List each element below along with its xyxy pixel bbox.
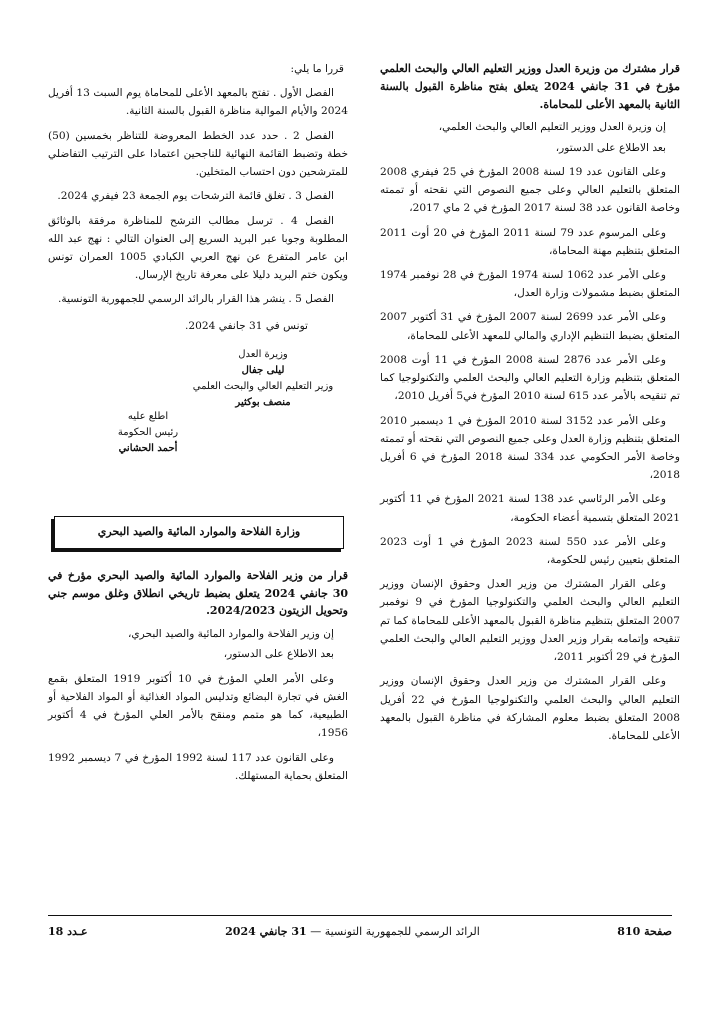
pm-title: رئيس الحكومة [117,426,179,438]
second-decree-title: قرار من وزير الفلاحة والموارد المائية والصيد البحري مؤرخ في 30 جانفي 2024 يتعلق بضبط تاريخي انطلاق وغلق موسم جني وتحويل الزيتون 2024/2023. [48,568,349,618]
left-column [48,60,348,791]
decree-title: قرار مشترك من وزيرة العدل ووزير التعليم العالي والبحث العلمي مؤرخ في 31 جانفي 2024 يتعلق بفتح مناظرة القبول بالسنة الثانية بالمعهد الأعلى للمحاماة. [380,62,681,111]
journal-info: الرائد الرسمي للجمهورية التونسية — 31 جانفي 2024 [225,925,480,938]
article-4: الفصل 4 . ترسل مطالب الترشح للمناظرة مرفقة بالوثائق المطلوبة وجوبا عبر البريد السريع إلى العنوان التالي : نهج عبد الله ابن عامر المتفرع عن نهج العربي الكبادي 1005 العمران تونس ويكون ختم البريد دليلا على معرفة تاريخ الإرسال. [48,214,349,282]
paragraph: وعلى القانون عدد 19 لسنة 2008 المؤرخ في 25 فيفري 2008 المتعلق بالتعليم العالي وعلى جميع النصوص التي نقحته أو تممته وخاصة القانون عدد 38 لسنة 2017 المؤرخ في 2 ماي 2017، [380,165,680,215]
higher-ed-minister-title: وزير التعليم العالي والبحث العلمي [192,380,334,392]
justice-minister-name: ليلى جفال [241,364,285,376]
article-5: الفصل 5 . ينشر هذا القرار بالرائد الرسمي للجمهورية التونسية. [58,293,334,306]
paragraph: وعلى الأمر العلي المؤرخ في 10 أكتوبر 1919 المتعلق بقمع الغش في تجارة البضائع وتدليس المواد الغذائية أو المواد الفلاحية أو الطبيعية، كما هو متمم ومنقح بالأمر العلي المؤرخ في 4 أكتوبر 1956، [48,672,348,740]
paragraph: إن وزيرة العدل ووزير التعليم العالي والبحث العلمي، [438,121,666,134]
issue-date: 31 جانفي 2024 [225,925,307,938]
paragraph: وعلى الأمر عدد 550 لسنة 2023 المؤرخ في 1 أوت 2023 المتعلق بتعيين رئيس للحكومة، [380,535,680,567]
ministry-header-box: وزارة الفلاحة والموارد المائية والصيد البحري [54,516,344,549]
article-3: الفصل 3 . تغلق قائمة الترشحات يوم الجمعة 23 فيفري 2024. [57,190,334,203]
issue-number: عـدد 18 [48,925,88,938]
journal-page [48,60,680,940]
paragraph: وعلى القرار المشترك من وزير العدل وحقوق الإنسان ووزير التعليم العالي والبحث العلمي والتكنولوجيا المؤرخ في 9 نوفمبر 2007 المتعلق بتنظيم مناظرة القبول بالمعهد الأعلى للمحاماة كما تم تنقيحه وإتمامه بقرار وزير العدل ووزير التعليم العالي والبحث العلمي المؤرخ في 29 أكتوبر 2011، [380,578,680,664]
paragraph: وعلى الأمر عدد 2876 لسنة 2008 المؤرخ في 11 أوت 2008 المتعلق بتنظيم وزارة التعليم العالي والبحث العلمي والتكنولوجيا كما تم تنقيحه بالأمر عدد 615 لسنة 2010 المؤرخ في5 أفريل 2010، [380,353,680,403]
paragraph: وعلى الأمر عدد 1062 لسنة 1974 المؤرخ في 28 نوفمبر 1974 المتعلق بضبط مشمولات وزارة العدل، [380,268,680,300]
paragraph: وعلى الأمر عدد 3152 لسنة 2010 المؤرخ في 1 ديسمبر 2010 المتعلق بتنظيم وزارة العدل وعلى جميع النصوص التي نقحته أو تممته وخاصة الأمر الحكومي عدد 334 لسنة 2018 المؤرخ في 6 أفريل 2018، [380,414,680,482]
paragraph: وعلى الأمر الرئاسي عدد 138 لسنة 2021 المؤرخ في 11 أكتوبر 2021 المتعلق بتسمية أعضاء الحكومة، [380,493,680,524]
paragraph: وعلى القانون عدد 117 لسنة 1992 المؤرخ في 7 ديسمبر 1992 المتعلق بحماية المستهلك. [48,751,348,782]
signing-date: تونس في 31 جانفي 2024. [185,319,308,332]
article-2: الفصل 2 . حدد عدد الخطط المعروضة للتناظر بخمسين (50) خطة وتضبط القائمة النهائية للناجحين اعتمادا على الترتيب التفاضلي للمترشحين دون احتساب المتخلين. [48,129,348,179]
paragraph: بعد الاطلاع على الدستور، [555,141,666,154]
higher-ed-minister-name: منصف بوكثير [235,396,291,408]
footer-rule [48,915,672,916]
journal-name: الرائد الرسمي للجمهورية التونسية [324,925,480,938]
paragraph: وعلى المرسوم عدد 79 لسنة 2011 المؤرخ في 20 أوت 2011 المتعلق بتنظيم مهنة المحاماة، [380,226,680,257]
paragraph: بعد الاطلاع على الدستور، [223,648,334,661]
paragraph: وعلى الأمر عدد 2699 لسنة 2007 المؤرخ في 31 أكتوبر 2007 المتعلق بضبط التنظيم الإداري والمالي للمعهد الأعلى للمحاماة، [380,311,680,342]
article-1: الفصل الأول . تفتح بالمعهد الأعلى للمحاماة يوم السبت 13 أفريل 2024 والأيام الموالية مناظرة القبول بالسنة الثانية. [48,87,348,118]
paragraph: وعلى القرار المشترك من وزير العدل وحقوق الإنسان ووزير التعليم العالي والبحث العلمي والتكنولوجيا المؤرخ في 22 أفريل 2008 المتعلق بضبط معلوم المشاركة في مناظرة القبول بالمعهد الأعلى للمحاماة. [380,675,680,742]
right-column [380,60,680,751]
pm-name: أحمد الحشاني [118,442,178,454]
signature-block [48,347,348,512]
paragraph: إن وزير الفلاحة والموارد المائية والصيد البحري، [127,628,334,641]
page-number: صفحة 810 [617,925,672,938]
ministers-signatures [188,347,338,411]
pm-signature [93,409,203,457]
decided-heading: قررا ما يلي: [290,63,344,75]
seen-label: اطلع عليه [127,410,169,422]
page-footer [48,925,672,938]
justice-minister-title: وزيرة العدل [238,348,288,360]
